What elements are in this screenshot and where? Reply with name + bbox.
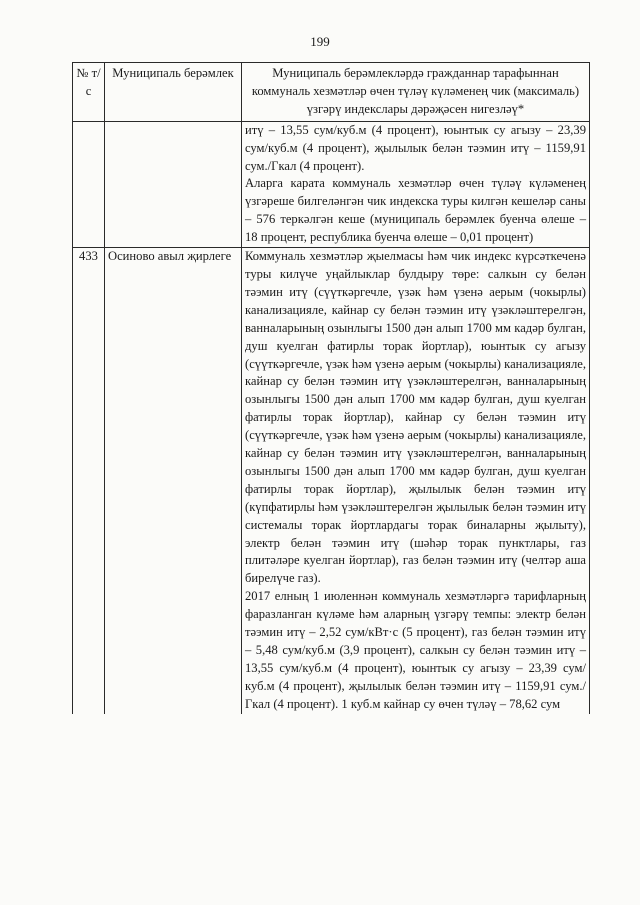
header-reasons: Муниципаль берәмлекләрдә гражданнар тарафыннан коммуналь хезмәтләр өчен түләү күләменең чик (максималь) үзгәрү индекслары дәрәҗәсен нигезләү* xyxy=(242,63,590,122)
page-number: 199 xyxy=(310,34,330,49)
paragraph: итү – 13,55 сум/куб.м (4 процент), юынтык су агызу – 23,39 сум/куб.м (4 процент), җылылык белән тәэмин итү – 1159,91 сум./Гкал (4 процент). xyxy=(245,122,586,173)
row-municipality: Осиново авыл җирлеге xyxy=(105,248,242,714)
row-reasons xyxy=(242,248,590,714)
paragraph: Коммуналь хезмәтләр җыелмасы һәм чик индекс күрсәткеченә туры килүче уңайлыклар булдыру төре: салкын су белән тәэмин итү (сүүткәргечле, үзәк һәм үзенә аерым (чокырлы) канализацияле, кайнар су белән тәэмин итү үзәкләштерелгән, ванналарының озынлыгы 1500 дән алып 1700 мм кадәр булган, душ куелган фатирлы торак йортлар), юынтык су агызу (сүүткәргечле, үзәк һәм үзенә аерым (чокырлы) канализацияле, кайнар су белән тәэмин итү үзәкләштерелгән, ванналарының озынлыгы 1500 дән алып 1700 мм кадәр булган, душ куелган фатирлы торак йортлар), кайнар су белән тәэмин итү (сүүткәргечле, үзәк һәм үзенә аерым (чокырлы) канализацияле, кайнар су белән тәэмин итү үзәкләштерелгән, ванналарының озынлыгы 1500 дән алып 1700 мм кадәр булган, душ куелган фатирлы торак йортлар), җылылык белән тәэмин итү (күпфатирлы һәм үзәкләштерелгән җылылык белән тәэмин итү системалы торак йортлардагы торак биналарны җылыту), электр белән тәэмин итү (шәһәр торак пунктлары, газ плитәләре куелган йортлар), газ белән тәэмин итү (челтәр аша бирелүче газ). xyxy=(245,249,586,586)
row-number: 433 xyxy=(73,248,105,714)
table-header-row xyxy=(73,63,590,122)
paragraph: Аларга карата коммуналь хезмәтләр өчен түләү күләменең үзгәреше билгеләнгән чик индекска туры килгән кешеләр саны – 576 теркәлгән кеше (муниципаль берәмлек буенча өлеше – 18 процент, республика буенча өлеше – 0,01 процент) xyxy=(245,176,586,245)
table-row xyxy=(73,248,590,714)
row-municipality xyxy=(105,121,242,247)
header-number: № т/с xyxy=(73,63,105,122)
row-number xyxy=(73,121,105,247)
row-reasons xyxy=(242,121,590,247)
header-municipality: Муниципаль берәмлек xyxy=(105,63,242,122)
indices-table xyxy=(72,62,590,714)
table-row xyxy=(73,121,590,247)
paragraph: 2017 елның 1 июленнән коммуналь хезмәтләргә тарифларның фаразланган күләме һәм аларның үзгәрү темпы: электр белән тәэмин итү – 2,52 сум/кВт·с (5 процент), газ белән тәэмин итү – 5,48 сум/куб.м (3,9 процент), салкын су белән тәэмин итү – 13,55 сум/куб.м (4 процент), юынтык су агызу – 23,39 сум/куб.м (4 процент), җылылык белән тәэмин итү – 1159,91 сум./Гкал (4 процент). 1 куб.м кайнар су өчен түләү – 78,62 сум xyxy=(245,589,586,711)
